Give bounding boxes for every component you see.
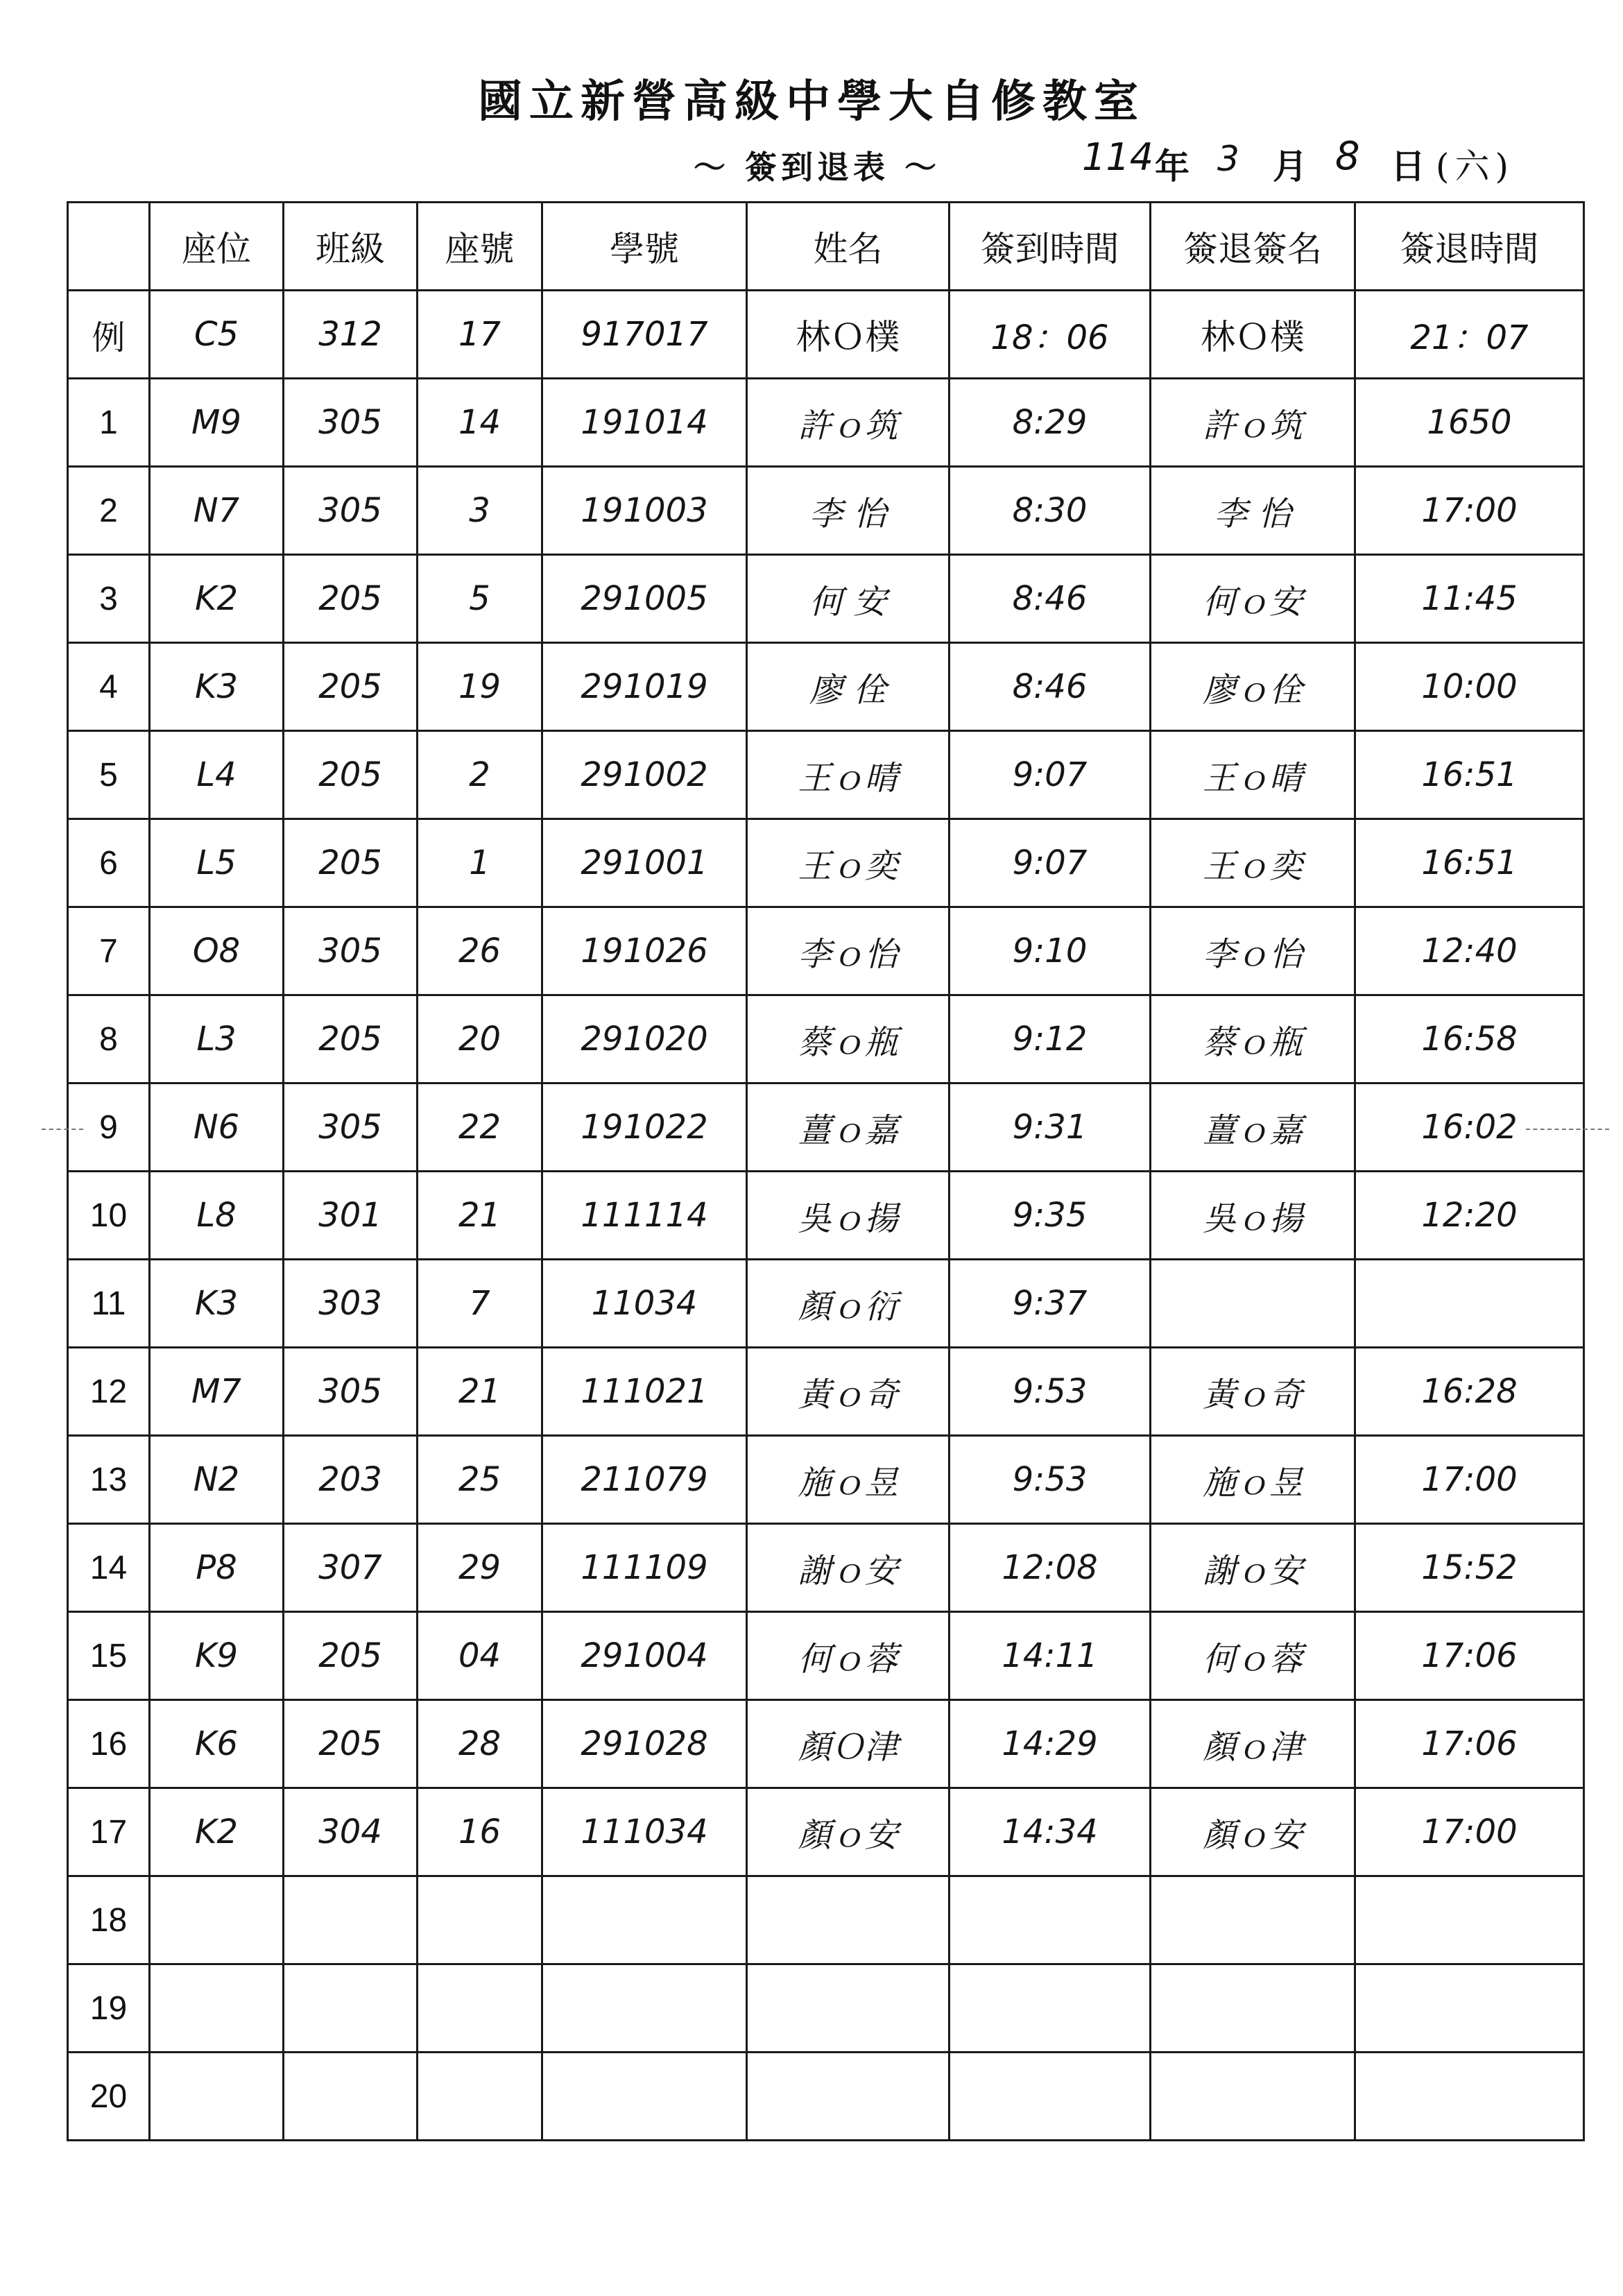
table-row [68,1964,1584,2053]
seat-cell [150,2053,284,2141]
seat-cell: K6 [150,1700,284,1788]
seat-cell [150,1876,284,1964]
class-cell: 205 [284,1700,418,1788]
student-id-cell: 111034 [542,1788,747,1876]
student-id-cell: 111109 [542,1524,747,1612]
sign-out-time-cell: 17:00 [1355,467,1584,555]
table-row [68,731,1584,819]
class-cell: 205 [284,643,418,731]
name-cell: 薑ｏ嘉 [747,1083,950,1172]
table-row [68,1083,1584,1172]
student-id-cell: 191003 [542,467,747,555]
student-id-cell: 111021 [542,1348,747,1436]
sign-out-name-cell: 何ｏ蓉 [1151,1612,1355,1700]
sign-out-name-cell: 吳ｏ揚 [1151,1172,1355,1260]
sign-in-time-cell: 9:53 [950,1348,1151,1436]
table-row [68,1348,1584,1436]
row-number-cell: 13 [68,1436,150,1524]
sign-out-name-cell: 施ｏ昱 [1151,1436,1355,1524]
name-cell: 李 怡 [747,467,950,555]
sign-in-table [67,201,1585,2141]
seat-cell [150,1964,284,2053]
example-label: 例 [68,291,150,379]
sign-out-name-cell: 李 怡 [1151,467,1355,555]
table-row [68,995,1584,1083]
example-seat-cell: C5 [150,291,284,379]
name-cell: 顏ｏ衍 [747,1260,950,1348]
student-id-cell: 191022 [542,1083,747,1172]
row-number-cell: 16 [68,1700,150,1788]
example-sign-out-name-cell: 林Ｏ樸 [1151,291,1355,379]
sign-out-name-cell: 顏ｏ津 [1151,1700,1355,1788]
sign-out-name-cell: 李ｏ怡 [1151,907,1355,995]
table-row [68,907,1584,995]
sign-out-time-cell: 17:06 [1355,1612,1584,1700]
row-number-cell: 4 [68,643,150,731]
sign-in-time-cell [950,2053,1151,2141]
seat-cell: K3 [150,643,284,731]
sign-out-time-cell: 16:02 [1355,1083,1584,1172]
row-number-header [68,203,150,291]
table-row [68,1260,1584,1348]
class-cell: 203 [284,1436,418,1524]
sign-out-name-cell: 廖ｏ佺 [1151,643,1355,731]
sign-out-name-cell: 蔡ｏ瓶 [1151,995,1355,1083]
seat-number-cell: 22 [418,1083,542,1172]
seat-header: 座位 [150,203,284,291]
row-number-cell: 5 [68,731,150,819]
sign-out-name-cell [1151,1260,1355,1348]
seat-number-cell: 5 [418,555,542,643]
student-id-cell: 291005 [542,555,747,643]
name-cell: 顏ｏ安 [747,1788,950,1876]
sign-out-name-cell [1151,2053,1355,2141]
name-cell: 謝ｏ安 [747,1524,950,1612]
class-cell: 301 [284,1172,418,1260]
class-header: 班級 [284,203,418,291]
sign-out-name-cell: 王ｏ奕 [1151,819,1355,907]
seat-number-cell: 29 [418,1524,542,1612]
sign-out-time-cell: 17:00 [1355,1788,1584,1876]
class-cell [284,2053,418,2141]
class-cell: 305 [284,907,418,995]
row-number-cell: 12 [68,1348,150,1436]
seat-cell: P8 [150,1524,284,1612]
example-class-cell: 312 [284,291,418,379]
row-number-cell: 15 [68,1612,150,1700]
sign-in-time-cell: 14:29 [950,1700,1151,1788]
seat-number-cell: 19 [418,643,542,731]
seat-number-cell: 7 [418,1260,542,1348]
table-row [68,2053,1584,2141]
sign-in-time-cell: 12:08 [950,1524,1151,1612]
sign-out-time-cell: 16:51 [1355,819,1584,907]
seat-cell: K2 [150,1788,284,1876]
table-row [68,555,1584,643]
seat-number-cell: 16 [418,1788,542,1876]
sign-in-time-cell: 8:46 [950,643,1151,731]
sign-out-name-cell: 許ｏ筑 [1151,379,1355,467]
class-cell: 205 [284,731,418,819]
row-number-cell: 7 [68,907,150,995]
sign-out-time-cell: 12:40 [1355,907,1584,995]
table-row [68,643,1584,731]
example-sign-out-time-cell: 21：07 [1355,291,1584,379]
row-number-cell: 2 [68,467,150,555]
name-cell: 許ｏ筑 [747,379,950,467]
seat-cell: N7 [150,467,284,555]
scan-mark-right [1526,1129,1609,1130]
sign-out-name-cell: 王ｏ晴 [1151,731,1355,819]
date-day: 8 [1335,134,1360,179]
table-row [68,1700,1584,1788]
sign-in-time-cell: 9:35 [950,1172,1151,1260]
seat-number-cell [418,2053,542,2141]
sign-in-time-cell: 9:31 [950,1083,1151,1172]
sign-in-time-cell [950,1964,1151,2053]
sign-out-time-cell: 15:52 [1355,1524,1584,1612]
sign-in-time-cell: 14:34 [950,1788,1151,1876]
seat-cell: L4 [150,731,284,819]
row-number-cell: 1 [68,379,150,467]
sign-out-name-cell [1151,1876,1355,1964]
class-cell: 205 [284,1612,418,1700]
seat-number-header: 座號 [418,203,542,291]
row-number-cell: 8 [68,995,150,1083]
class-cell: 205 [284,995,418,1083]
seat-number-cell: 21 [418,1348,542,1436]
example-row [68,291,1584,379]
class-cell: 303 [284,1260,418,1348]
seat-cell: K3 [150,1260,284,1348]
student-id-cell: 191026 [542,907,747,995]
seat-number-cell: 04 [418,1612,542,1700]
sign-in-time-cell: 9:12 [950,995,1151,1083]
name-cell: 王ｏ奕 [747,819,950,907]
date-month: 3 [1217,139,1239,179]
table-header-row [68,203,1584,291]
seat-number-cell: 21 [418,1172,542,1260]
sign-in-time-cell: 14:11 [950,1612,1151,1700]
table-row [68,1788,1584,1876]
seat-cell: N2 [150,1436,284,1524]
table-row [68,1524,1584,1612]
example-student-id-cell: 917017 [542,291,747,379]
sign-out-time-cell: 12:20 [1355,1172,1584,1260]
page-title: 國立新營高級中學大自修教室 [478,76,1145,128]
name-cell: 李ｏ怡 [747,907,950,995]
class-cell: 205 [284,819,418,907]
sign-out-time-cell [1355,1260,1584,1348]
sign-in-time-cell: 9:53 [950,1436,1151,1524]
student-id-cell: 11034 [542,1260,747,1348]
row-number-cell: 10 [68,1172,150,1260]
sign-out-time-cell [1355,2053,1584,2141]
student-id-cell: 211079 [542,1436,747,1524]
row-number-cell: 17 [68,1788,150,1876]
name-cell [747,1964,950,2053]
seat-cell: L8 [150,1172,284,1260]
row-number-cell: 19 [68,1964,150,2053]
class-cell: 305 [284,1083,418,1172]
scan-mark-left [42,1129,83,1130]
name-cell: 何 安 [747,555,950,643]
sign-in-time-cell [950,1876,1151,1964]
sign-out-time-cell: 10:00 [1355,643,1584,731]
name-cell: 吳ｏ揚 [747,1172,950,1260]
row-number-cell: 20 [68,2053,150,2141]
date-month-label: 月 [1273,146,1307,187]
seat-cell: L3 [150,995,284,1083]
sign-in-time-cell: 9:07 [950,731,1151,819]
sign-out-time-cell: 17:00 [1355,1436,1584,1524]
seat-number-cell: 14 [418,379,542,467]
name-cell: 王ｏ晴 [747,731,950,819]
sign-in-time-cell: 8:29 [950,379,1151,467]
seat-cell: K9 [150,1612,284,1700]
name-header: 姓名 [747,203,950,291]
row-number-cell: 9 [68,1083,150,1172]
seat-number-cell [418,1876,542,1964]
class-cell: 305 [284,467,418,555]
sign-out-name-cell: 黃ｏ奇 [1151,1348,1355,1436]
sign-out-name-cell [1151,1964,1355,2053]
name-cell: 施ｏ昱 [747,1436,950,1524]
seat-cell: M7 [150,1348,284,1436]
seat-number-cell: 2 [418,731,542,819]
table-row [68,1172,1584,1260]
name-cell [747,1876,950,1964]
student-id-cell: 291028 [542,1700,747,1788]
table-row [68,379,1584,467]
class-cell: 307 [284,1524,418,1612]
name-cell: 廖 佺 [747,643,950,731]
seat-cell: L5 [150,819,284,907]
sign-out-time-cell: 16:51 [1355,731,1584,819]
student-id-cell [542,1964,747,2053]
sign-in-time-cell: 8:30 [950,467,1151,555]
row-number-cell: 14 [68,1524,150,1612]
example-seat-number-cell: 17 [418,291,542,379]
seat-number-cell [418,1964,542,2053]
student-id-cell: 291019 [542,643,747,731]
sign-out-name-header: 簽退簽名 [1151,203,1355,291]
table-row [68,1876,1584,1964]
student-id-cell: 191014 [542,379,747,467]
class-cell: 205 [284,555,418,643]
seat-cell: O8 [150,907,284,995]
row-number-cell: 6 [68,819,150,907]
date-day-label: 日 [1391,146,1425,187]
seat-number-cell: 25 [418,1436,542,1524]
sign-out-time-header: 簽退時間 [1355,203,1584,291]
class-cell [284,1964,418,2053]
seat-number-cell: 1 [418,819,542,907]
table-row [68,819,1584,907]
seat-number-cell: 20 [418,995,542,1083]
date-weekday: (六) [1436,146,1515,187]
table-row [68,467,1584,555]
seat-cell: K2 [150,555,284,643]
student-id-cell: 291001 [542,819,747,907]
sign-in-time-cell: 8:46 [950,555,1151,643]
student-id-header: 學號 [542,203,747,291]
class-cell [284,1876,418,1964]
seat-number-cell: 3 [418,467,542,555]
class-cell: 305 [284,1348,418,1436]
row-number-cell: 3 [68,555,150,643]
sign-out-name-cell: 薑ｏ嘉 [1151,1083,1355,1172]
sign-in-time-cell: 9:37 [950,1260,1151,1348]
sign-out-name-cell: 謝ｏ安 [1151,1524,1355,1612]
class-cell: 304 [284,1788,418,1876]
row-number-cell: 11 [68,1260,150,1348]
example-sign-in-time-cell: 18：06 [950,291,1151,379]
seat-cell: M9 [150,379,284,467]
sign-out-name-cell: 何ｏ安 [1151,555,1355,643]
student-id-cell: 291020 [542,995,747,1083]
sign-out-time-cell: 16:28 [1355,1348,1584,1436]
sign-out-name-cell: 顏ｏ安 [1151,1788,1355,1876]
name-cell [747,2053,950,2141]
sign-in-time-cell: 9:10 [950,907,1151,995]
name-cell: 顏Ｏ津 [747,1700,950,1788]
sign-out-time-cell: 1650 [1355,379,1584,467]
sign-in-time-header: 簽到時間 [950,203,1151,291]
seat-cell: N6 [150,1083,284,1172]
sign-out-time-cell [1355,1964,1584,2053]
sign-in-time-cell: 9:07 [950,819,1151,907]
seat-number-cell: 26 [418,907,542,995]
seat-number-cell: 28 [418,1700,542,1788]
table-row [68,1612,1584,1700]
class-cell: 305 [284,379,418,467]
student-id-cell: 291004 [542,1612,747,1700]
page-subtitle: ～ 簽到退表 ～ [694,148,941,186]
table-row [68,1436,1584,1524]
student-id-cell: 291002 [542,731,747,819]
example-name-cell: 林Ｏ樸 [747,291,950,379]
sign-out-time-cell [1355,1876,1584,1964]
date-year-label: 年 [1155,146,1190,187]
name-cell: 何ｏ蓉 [747,1612,950,1700]
name-cell: 黃ｏ奇 [747,1348,950,1436]
row-number-cell: 18 [68,1876,150,1964]
sign-out-time-cell: 17:06 [1355,1700,1584,1788]
student-id-cell [542,1876,747,1964]
sign-out-time-cell: 16:58 [1355,995,1584,1083]
sign-out-time-cell: 11:45 [1355,555,1584,643]
date-year: 114 [1082,135,1154,179]
student-id-cell [542,2053,747,2141]
name-cell: 蔡ｏ瓶 [747,995,950,1083]
table-body [68,291,1584,2141]
student-id-cell: 111114 [542,1172,747,1260]
